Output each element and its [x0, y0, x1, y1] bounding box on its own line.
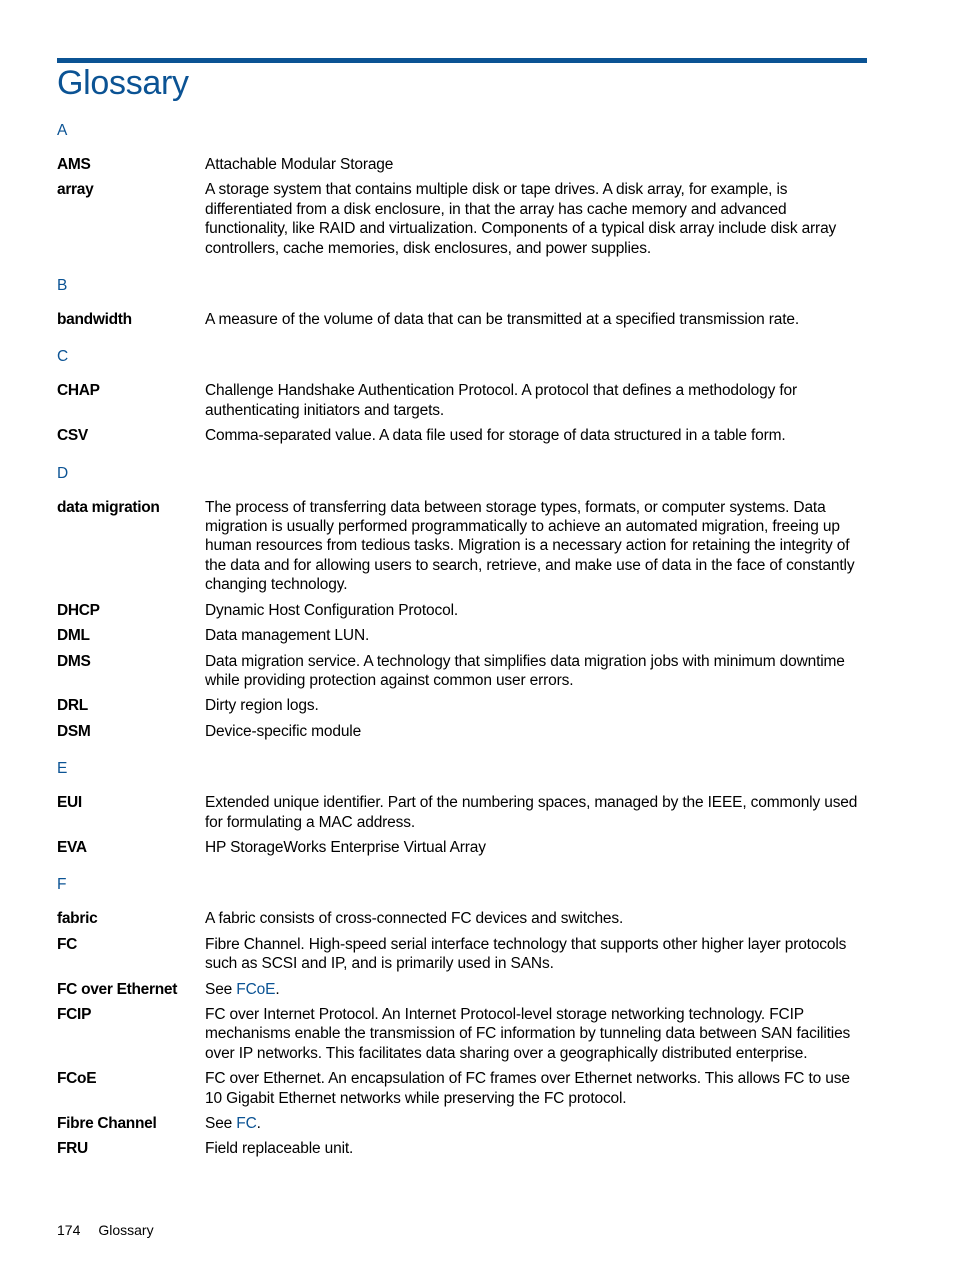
glossary-term: Fibre Channel — [57, 1115, 157, 1132]
glossary-entry — [57, 909, 869, 928]
glossary-entry — [57, 426, 869, 445]
glossary-definition: A storage system that contains multiple disk or tape drives. A disk array, for example, is differentiated from a disk enclosure, in that the array has cache memory and advanced functionality, like RAID and virtualization. Components of a typical disk array include disk array controllers, cache memories, disk enclosures, and power supplies. — [205, 181, 837, 257]
glossary-definition: Attachable Modular Storage — [205, 156, 394, 173]
glossary-term: FC over Ethernet — [57, 980, 178, 998]
glossary-term: data migration — [57, 498, 160, 516]
glossary-term: FCoE — [57, 1070, 97, 1088]
glossary-list — [57, 121, 869, 1165]
glossary-term: CSV — [57, 427, 88, 445]
glossary-definition: Field replaceable unit. — [205, 1140, 354, 1158]
glossary-definition: Dynamic Host Configuration Protocol. — [205, 601, 459, 619]
glossary-entry — [57, 935, 869, 974]
glossary-entry — [57, 180, 869, 258]
glossary-entry — [57, 980, 869, 999]
glossary-entry — [57, 1005, 869, 1063]
glossary-entry — [57, 626, 869, 645]
glossary-definition: A fabric consists of cross-connected FC devices and switches. — [205, 910, 624, 928]
glossary-term: array — [57, 181, 94, 199]
glossary-term: EVA — [57, 838, 87, 856]
glossary-entry — [57, 793, 869, 832]
glossary-term: AMS — [57, 156, 91, 173]
glossary-definition: The process of transferring data between storage types, formats, or computer systems. Data migration is usually performed programmatically to achieve an automated migration, freeing up human resources from tedious tasks. Migration is a necessary action for retaining the integrity of the data and for allowing users to search, retrieve, and make use of data in the face of constantly changing technology. — [205, 498, 855, 594]
footer-section-title: Glossary — [98, 1222, 154, 1238]
section-letter-d: D — [57, 464, 69, 482]
glossary-entry — [57, 601, 869, 620]
glossary-definition — [205, 1114, 869, 1133]
glossary-definition: Device-specific module — [205, 722, 362, 740]
page-footer — [57, 1222, 154, 1238]
glossary-entry — [57, 1114, 869, 1133]
glossary-entry — [57, 381, 869, 420]
glossary-definition: Data migration service. A technology that simplifies data migration jobs with minimum downtime while providing protection against common user errors. — [205, 652, 845, 689]
glossary-term: fabric — [57, 910, 98, 928]
glossary-definition: FC over Ethernet. An encapsulation of FC frames over Ethernet networks. This allows FC to use 10 Gigabit Ethernet networks while preserving the FC protocol. — [205, 1070, 850, 1107]
glossary-term: FCIP — [57, 1005, 92, 1023]
glossary-entry — [57, 155, 869, 174]
glossary-term: FC — [57, 935, 78, 953]
glossary-term: DML — [57, 627, 90, 645]
see-prefix: See — [205, 1115, 237, 1132]
glossary-entry — [57, 498, 869, 595]
see-suffix: . — [275, 980, 280, 998]
glossary-term: bandwidth — [57, 311, 132, 329]
glossary-entry — [57, 1069, 869, 1108]
see-prefix: See — [205, 980, 237, 998]
glossary-term: FRU — [57, 1140, 88, 1158]
glossary-definition: Fibre Channel. High-speed serial interface technology that supports other higher layer protocols such as SCSI and IP, and is primarily used in SANs. — [205, 935, 847, 973]
section-letter-c: C — [57, 348, 69, 366]
fc-link[interactable]: FC — [236, 1115, 257, 1132]
glossary-entry — [57, 722, 869, 741]
glossary-definition: Dirty region logs. — [205, 697, 319, 715]
glossary-entry — [57, 652, 869, 691]
glossary-term: DMS — [57, 652, 91, 670]
section-letter-b: B — [57, 277, 68, 295]
glossary-entry — [57, 1139, 869, 1158]
glossary-term: DHCP — [57, 601, 100, 619]
glossary-definition: A measure of the volume of data that can be transmitted at a specified transmission rate. — [205, 311, 800, 329]
glossary-definition: Extended unique identifier. Part of the numbering spaces, managed by the IEEE, commonly used for formulating a MAC address. — [205, 794, 858, 831]
section-letter-a: A — [57, 122, 68, 139]
glossary-definition: HP StorageWorks Enterprise Virtual Array — [205, 838, 486, 856]
page-title: Glossary — [57, 64, 189, 102]
glossary-definition — [205, 980, 869, 999]
glossary-definition: Comma-separated value. A data file used for storage of data structured in a table form. — [205, 427, 786, 445]
glossary-term: EUI — [57, 794, 82, 812]
glossary-entry — [57, 310, 869, 329]
glossary-definition: Data management LUN. — [205, 627, 370, 645]
section-letter-e: E — [57, 760, 68, 778]
glossary-term: CHAP — [57, 382, 100, 400]
glossary-definition: FC over Internet Protocol. An Internet Protocol-level storage networking technology. FCIP mechanisms enable the transmission of FC information by tunneling data between SAN facilities over IP networks. This facilitates data sharing over a geographically distributed enterprise. — [205, 1005, 851, 1062]
fcoe-link[interactable]: FCoE — [236, 980, 276, 998]
glossary-definition: Challenge Handshake Authentication Protocol. A protocol that defines a methodology for authenticating initiators and targets. — [205, 382, 798, 419]
glossary-entry — [57, 838, 869, 857]
glossary-term: DRL — [57, 697, 88, 715]
header-rule — [57, 58, 867, 63]
glossary-term: DSM — [57, 722, 91, 740]
section-letter-f: F — [57, 876, 67, 894]
see-suffix: . — [256, 1115, 261, 1132]
glossary-entry — [57, 696, 869, 715]
page-number: 174 — [57, 1222, 81, 1238]
